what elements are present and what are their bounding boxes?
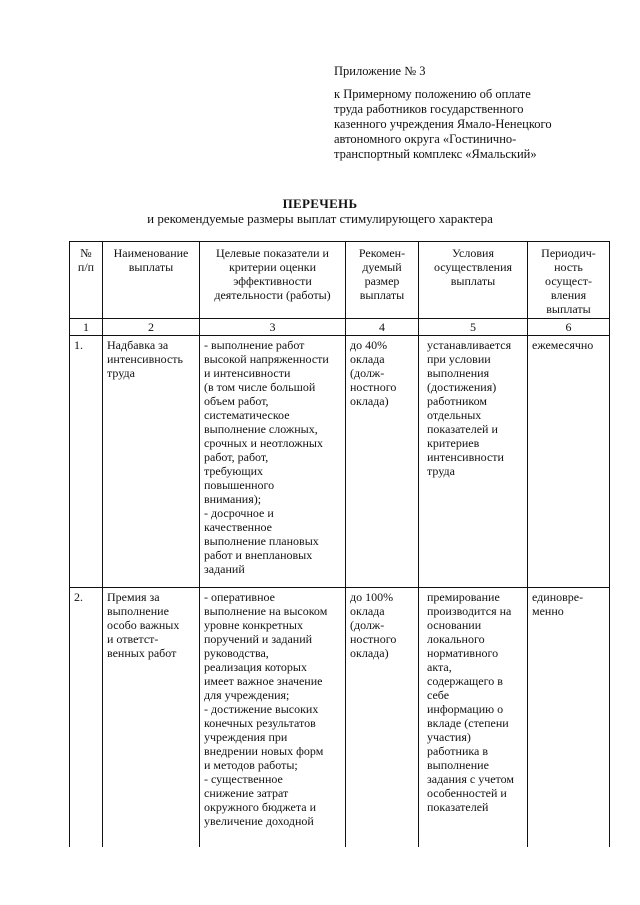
cell-line: увеличение доходной	[204, 814, 314, 828]
cell-line: венных работ	[107, 646, 177, 660]
cell-line: производится на	[427, 604, 512, 618]
cell-line: Наименование	[113, 246, 189, 260]
cell-line: труда	[427, 464, 455, 478]
appendix-line: к Примерному положению об оплате	[334, 87, 531, 101]
cell-line: окружного бюджета и	[204, 800, 317, 814]
cell-line: п/п	[77, 260, 95, 274]
cell-line: выполнение сложных,	[204, 422, 318, 436]
cell-line: выполнение плановых	[204, 534, 319, 548]
cell-line: особенностей и	[427, 786, 507, 800]
cell-line: - существенное	[204, 772, 283, 786]
cell-line: критерии оценки	[228, 260, 317, 274]
cell-line: №	[80, 246, 92, 260]
table-row	[70, 588, 610, 848]
cell-line: ностного	[350, 632, 397, 646]
column-number: 1	[70, 319, 103, 336]
payment-conditions	[419, 336, 528, 588]
cell-line: имеет важное значение	[204, 674, 323, 688]
cell-line: срочных и неотложных	[204, 436, 323, 450]
cell-line: работника в	[427, 744, 489, 758]
payment-size	[346, 588, 419, 848]
cell-line: размер	[364, 274, 400, 288]
cell-line: (в том числе большой	[204, 380, 316, 394]
cell-line: выполнение на высоком	[204, 604, 328, 618]
appendix-title: Приложение № 3	[334, 64, 426, 78]
cell-line: менно	[532, 604, 564, 618]
payment-period	[528, 336, 610, 588]
cell-line: (достижения)	[427, 380, 497, 394]
cell-line: вления	[550, 288, 587, 302]
cell-line: - достижение высоких	[204, 702, 319, 716]
cell-line: труда	[107, 366, 135, 380]
appendix-line: казенного учреждения Ямало-Ненецкого	[334, 117, 552, 131]
payment-name	[103, 588, 200, 848]
cell-line: высокой напряженности	[204, 352, 329, 366]
document-subtitle: и рекомендуемые размеры выплат стимулирующего характера	[147, 211, 493, 226]
cell-line: внимания);	[204, 492, 262, 506]
column-number-row	[70, 319, 610, 336]
cell-line: Премия за	[107, 590, 160, 604]
cell-line: качественное	[204, 520, 272, 534]
table-header-row	[70, 242, 610, 319]
column-number: 2	[103, 319, 200, 336]
cell-line: выплаты	[359, 288, 405, 302]
table-row	[70, 336, 610, 588]
cell-line: систематическое	[204, 408, 290, 422]
cell-line: работ, работ,	[204, 450, 269, 464]
column-number: 6	[528, 319, 610, 336]
cell-line: оклада)	[350, 394, 389, 408]
cell-line: до 40%	[350, 338, 388, 352]
cell-line: критериев	[427, 436, 480, 450]
cell-line: дуемый	[362, 260, 402, 274]
cell-line: работ и внеплановых	[204, 548, 313, 562]
cell-line: вкладе (степени	[427, 716, 509, 730]
cell-line: Условия	[452, 246, 494, 260]
cell-line: Периодич-	[541, 246, 596, 260]
cell-line: снижение затрат	[204, 786, 289, 800]
cell-line: выполнение	[107, 604, 169, 618]
header-conditions	[419, 242, 528, 319]
cell-line: конечных результатов	[204, 716, 316, 730]
cell-line: оклада	[350, 604, 385, 618]
payment-criteria	[200, 336, 346, 588]
cell-line: для учреждения;	[204, 688, 290, 702]
cell-line: эффективности	[233, 274, 312, 288]
cell-line: уровне конкретных	[204, 618, 303, 632]
cell-line: выплаты	[450, 274, 496, 288]
cell-line: ежемесячно	[532, 338, 594, 352]
header-size	[346, 242, 419, 319]
cell-line: интенсивности	[427, 450, 504, 464]
cell-line: (долж-	[350, 366, 385, 380]
cell-line: деятельности (работы)	[214, 288, 331, 302]
row-number: 2.	[70, 588, 103, 848]
payments-table	[69, 241, 610, 847]
payment-size	[346, 336, 419, 588]
cell-line: Надбавка за	[107, 338, 169, 352]
cell-line: информацию о	[427, 702, 504, 716]
cell-line: показателей и	[427, 422, 498, 436]
cell-line: - выполнение работ	[204, 338, 305, 352]
cell-line: содержащего в	[427, 674, 503, 688]
cell-line: оклада	[350, 352, 385, 366]
cell-line: Рекомен-	[358, 246, 406, 260]
cell-line: поручений и заданий	[204, 632, 313, 646]
cell-line: основании	[427, 618, 482, 632]
column-number: 5	[419, 319, 528, 336]
cell-line: и интенсивности	[204, 366, 291, 380]
cell-line: выплаты	[546, 302, 591, 316]
cell-line: выплаты	[128, 260, 174, 274]
cell-line: единовре-	[532, 590, 584, 604]
cell-line: внедрении новых форм	[204, 744, 324, 758]
cell-line: руководства,	[204, 646, 269, 660]
cell-line: устанавливается	[427, 338, 512, 352]
cell-line: (долж-	[350, 618, 385, 632]
appendix-block	[334, 64, 604, 162]
cell-line: осуществления	[433, 260, 513, 274]
document-heading	[0, 196, 640, 226]
column-number: 4	[346, 319, 419, 336]
payment-criteria	[200, 588, 346, 848]
cell-line: работником	[427, 394, 487, 408]
cell-line: особо важных	[107, 618, 180, 632]
cell-line: заданий	[204, 562, 245, 576]
header-name	[103, 242, 200, 319]
payment-period	[528, 588, 610, 848]
document-title: ПЕРЕЧЕНЬ	[282, 196, 358, 211]
cell-line: задания с учетом	[427, 772, 514, 786]
cell-line: - оперативное	[204, 590, 275, 604]
cell-line: до 100%	[350, 590, 394, 604]
cell-line: показателей	[427, 800, 489, 814]
cell-line: ность	[554, 260, 583, 274]
cell-line: отдельных	[427, 408, 482, 422]
payment-conditions	[419, 588, 528, 848]
header-period	[528, 242, 610, 319]
cell-line: премирование	[427, 590, 500, 604]
cell-line: объем работ,	[204, 394, 269, 408]
cell-line: и ответст-	[107, 632, 159, 646]
column-number: 3	[200, 319, 346, 336]
cell-line: ностного	[350, 380, 397, 394]
cell-line: требующих	[204, 464, 263, 478]
cell-line: интенсивность	[107, 352, 184, 366]
header-num	[70, 242, 103, 319]
cell-line: реализация которых	[204, 660, 307, 674]
cell-line: при условии	[427, 352, 491, 366]
payment-name	[103, 336, 200, 588]
cell-line: и методов работы;	[204, 758, 298, 772]
row-number: 1.	[70, 336, 103, 588]
header-criteria	[200, 242, 346, 319]
cell-line: повышенного	[204, 478, 275, 492]
cell-line: - досрочное и	[204, 506, 274, 520]
cell-line: нормативного	[427, 646, 499, 660]
appendix-line: труда работников государственного	[334, 102, 524, 116]
cell-line: локального	[427, 632, 485, 646]
appendix-line: автономного округа «Гостинично-	[334, 132, 517, 146]
cell-line: Целевые показатели и	[216, 246, 329, 260]
cell-line: осущест-	[545, 274, 592, 288]
appendix-line: транспортный комплекс «Ямальский»	[334, 147, 537, 161]
cell-line: выполнения	[427, 366, 490, 380]
cell-line: учреждения при	[204, 730, 288, 744]
cell-line: выполнение	[427, 758, 489, 772]
cell-line: себе	[427, 688, 450, 702]
cell-line: акта,	[427, 660, 452, 674]
cell-line: оклада)	[350, 646, 389, 660]
cell-line: участия)	[427, 730, 471, 744]
